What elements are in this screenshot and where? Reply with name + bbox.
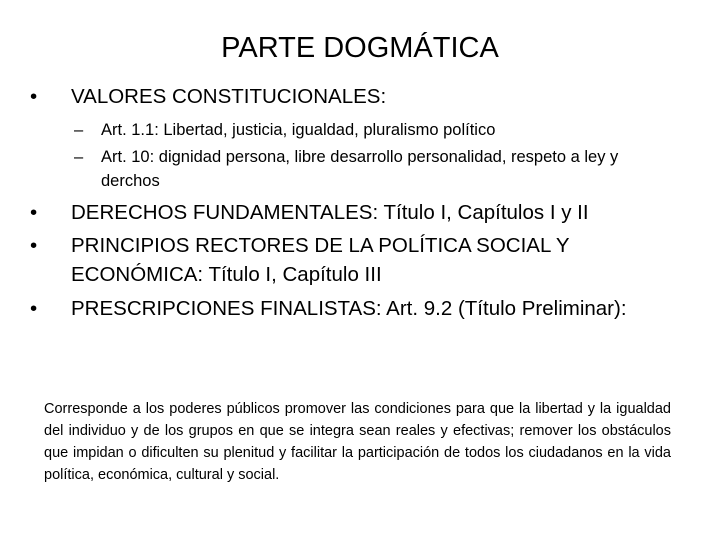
subitem-text: Art. 1.1: Libertad, justicia, igualdad, pluralismo político	[101, 121, 496, 139]
bullet-item-derechos	[30, 198, 690, 227]
dash-marker: –	[74, 148, 84, 166]
subitem-art-1-1	[30, 118, 690, 142]
slide-title: PARTE DOGMÁTICA	[221, 32, 499, 64]
bullet-marker: •	[30, 201, 38, 224]
subitem-art-10	[30, 145, 690, 193]
bullet-marker: •	[30, 85, 38, 108]
bullet-item-prescripciones	[30, 294, 690, 323]
dash-marker: –	[74, 121, 84, 139]
subitem-text: Art. 10: dignidad persona, libre desarrollo personalidad, respeto a ley y derchos	[101, 148, 619, 190]
bullet-item-valores	[30, 82, 690, 111]
bullet-item-principios	[30, 231, 690, 289]
bullet-marker: •	[30, 297, 38, 320]
bullet-marker: •	[30, 234, 38, 257]
bullet-text: PRINCIPIOS RECTORES DE LA POLÍTICA SOCIAL Y ECONÓMICA: Título I, Capítulo III	[71, 234, 570, 286]
bullet-text: PRESCRIPCIONES FINALISTAS: Art. 9.2 (Título Preliminar):	[71, 297, 627, 320]
article-paragraph: Corresponde a los poderes públicos promover las condiciones para que la libertad y la igualdad del individuo y de los grupos en que se integra sean reales y efectivas; remover los obstáculos que impidan o dificulten su plenitud y facilitar la participación de todos los ciudadanos en la vida política, económica, cultural y social.	[44, 401, 671, 483]
bullet-text: VALORES CONSTITUCIONALES:	[71, 85, 387, 108]
bullet-text: DERECHOS FUNDAMENTALES: Título I, Capítulos I y II	[71, 201, 589, 224]
